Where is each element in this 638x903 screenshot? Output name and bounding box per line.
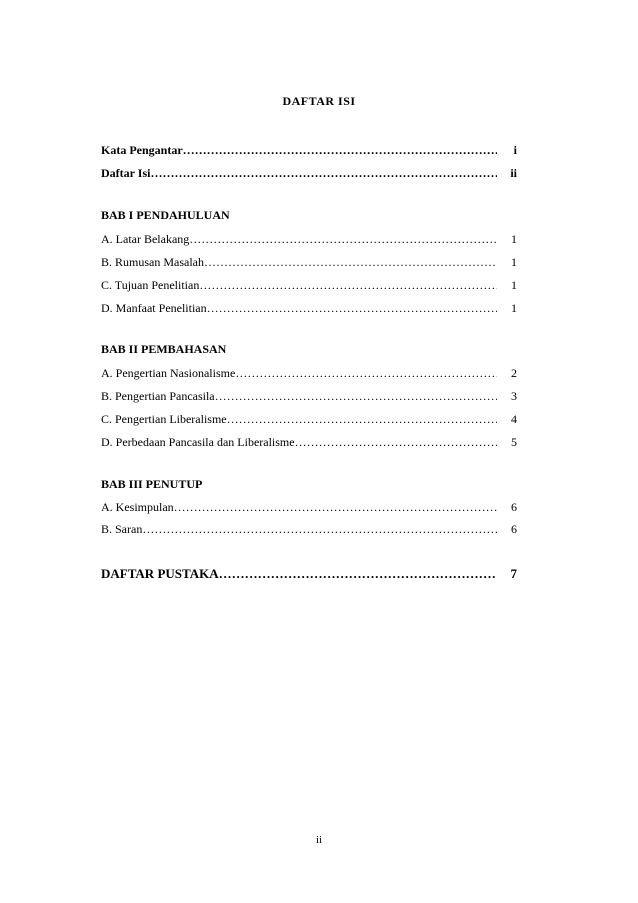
toc-page: 1 — [511, 278, 517, 292]
toc-label: C. Tujuan Penelitian — [101, 278, 200, 292]
toc-label: A. Kesimpulan — [101, 500, 174, 514]
page-number: ii — [315, 834, 323, 846]
toc-page: 5 — [511, 435, 517, 449]
toc-entry[interactable] — [101, 498, 517, 514]
leader-dots — [174, 500, 497, 514]
leader-dots — [295, 435, 497, 449]
page-title: DAFTAR ISI — [282, 94, 356, 108]
toc-entry[interactable] — [101, 364, 517, 380]
toc-page: 6 — [511, 522, 517, 536]
toc-page: 2 — [511, 366, 517, 380]
section-heading-bab-1: BAB I PENDAHULUAN — [101, 208, 230, 222]
toc-label: A. Latar Belakang — [101, 232, 190, 246]
toc-entry[interactable] — [101, 433, 517, 449]
leader-dots — [183, 143, 497, 157]
toc-entry-daftar-pustaka[interactable] — [101, 565, 517, 581]
toc-entry[interactable] — [101, 387, 517, 403]
toc-label: Daftar Isi — [101, 166, 151, 180]
leader-dots — [150, 166, 497, 180]
toc-label: C. Pengertian Liberalisme — [101, 412, 227, 426]
toc-entry[interactable] — [101, 253, 517, 269]
leader-dots — [204, 255, 497, 269]
toc-page: 1 — [511, 232, 517, 246]
toc-page: 3 — [511, 389, 517, 403]
toc-page: 6 — [511, 500, 517, 514]
toc-entry[interactable] — [101, 410, 517, 426]
toc-page: 7 — [510, 566, 517, 581]
toc-label: Kata Pengantar — [101, 143, 183, 157]
leader-dots — [219, 567, 497, 581]
toc-page: ii — [510, 166, 517, 180]
toc-page: 4 — [511, 412, 517, 426]
toc-entry[interactable] — [101, 520, 517, 536]
toc-label: B. Rumusan Masalah — [101, 255, 204, 269]
toc-label: B. Saran — [101, 522, 143, 536]
leader-dots — [215, 389, 497, 403]
leader-dots — [227, 412, 497, 426]
toc-entry[interactable] — [101, 276, 517, 292]
toc-page: 1 — [511, 255, 517, 269]
section-heading-bab-2: BAB II PEMBAHASAN — [101, 342, 227, 356]
toc-label: B. Pengertian Pancasila — [101, 389, 215, 403]
section-heading-bab-3: BAB III PENUTUP — [101, 477, 203, 491]
toc-label: DAFTAR PUSTAKA — [101, 566, 219, 581]
toc-entry-daftar-isi[interactable] — [101, 164, 517, 180]
toc-page: i — [513, 143, 517, 157]
toc-label: A. Pengertian Nasionalisme — [101, 366, 236, 380]
leader-dots — [199, 278, 497, 292]
toc-page: 1 — [511, 301, 517, 315]
toc-label: D. Perbedaan Pancasila dan Liberalisme — [101, 435, 295, 449]
toc-entry-kata-pengantar[interactable] — [101, 141, 517, 157]
toc-label: D. Manfaat Penelitian — [101, 301, 207, 315]
toc-entry[interactable] — [101, 230, 517, 246]
leader-dots — [235, 366, 497, 380]
leader-dots — [189, 232, 497, 246]
leader-dots — [207, 301, 497, 315]
toc-entry[interactable] — [101, 299, 517, 315]
leader-dots — [142, 522, 497, 536]
